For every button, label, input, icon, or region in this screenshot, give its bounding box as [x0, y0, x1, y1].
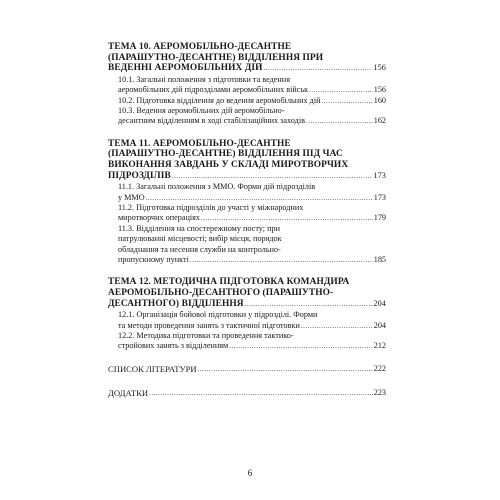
- leader-dots: [201, 213, 373, 223]
- toc-item-line: 10.1. Загальні положення з підготовки та ведення: [118, 74, 290, 84]
- toc-item-line: стройових занять з відділенням: [118, 341, 229, 351]
- leader-dots: [172, 171, 373, 182]
- toc-item-12-1: [108, 310, 386, 331]
- leader-dots: [229, 341, 373, 351]
- leader-dots: [190, 255, 373, 265]
- toc-page-number: 173: [373, 192, 386, 202]
- toc-item-line: миротворчих операціях: [118, 213, 201, 223]
- toc-item-line: 11.1. Загальні положення з ММО. Форми дій підрозділів: [118, 182, 316, 192]
- leader-dots: [301, 321, 373, 331]
- toc-topic-10: [108, 42, 386, 127]
- toc-item-11-2: [108, 203, 386, 224]
- toc-heading-line: ТЕМА 12. МЕТОДИЧНА ПІДГОТОВКА КОМАНДИРА: [108, 277, 350, 288]
- toc-heading-line: (ПАРАШУТНО-ДЕСАНТНЕ) ВІДДІЛЕННЯ ПІД ЧАС: [108, 149, 343, 160]
- toc-page-number: 179: [373, 213, 386, 223]
- toc-page-number: 156: [373, 63, 386, 73]
- toc-item-line: 11.2. Підготовка підрозділів до участі у міжнародних: [118, 203, 304, 212]
- toc-heading-line: АЕРОМОБІЛЬНО-ДЕСАНТНОГО (ПАРАШУТНО-: [108, 288, 334, 299]
- leader-dots: [309, 85, 373, 95]
- toc-topic-11: [108, 139, 386, 266]
- toc-topic-12-title: [108, 277, 386, 309]
- toc-heading-line: (ПАРАШУТНО-ДЕСАНТНЕ) ВІДДІЛЕННЯ ПРИ: [108, 52, 324, 63]
- toc-item-line: десантним відділенням в ході стабілізаційних заходів: [118, 116, 305, 126]
- toc-appendices-label: ДОДАТКИ: [108, 388, 149, 399]
- toc-topic-10-title: [108, 42, 386, 74]
- toc-item-line: у ММО: [118, 192, 145, 202]
- toc-item-line: 12.2. Методика підготовки та проведення тактико-: [118, 331, 294, 341]
- toc-item-line: та методи проведення занять з тактичної підготовки: [118, 320, 300, 330]
- toc-heading-line: ТЕМА 11. АЕРОМОБІЛЬНО-ДЕСАНТНЕ: [108, 138, 291, 149]
- toc-item-12-2: [108, 331, 386, 352]
- toc-item-line: 10.3. Ведення аеромобільних дій аеромобільно-: [118, 106, 285, 115]
- toc-item-line: 11.3. Відділення на спостережному посту; при: [118, 223, 280, 233]
- toc-topic-12: [108, 277, 386, 351]
- toc-page-number: 156: [373, 85, 386, 95]
- toc-item-11-3: [108, 224, 386, 266]
- toc-page-number: 185: [373, 255, 386, 265]
- toc-bibliography: [108, 364, 386, 375]
- toc-heading-line: ПІДРОЗДІЛІВ: [108, 170, 171, 181]
- toc-item-line: аеромобільних дій підрозділами аеромобільних військ: [118, 85, 309, 95]
- leader-dots: [146, 193, 373, 203]
- toc-page-number: 160: [373, 95, 386, 105]
- toc-topic-11-title: [108, 139, 386, 181]
- leader-dots: [264, 63, 373, 74]
- toc-heading-line: ДЕСАНТНОГО) ВІДДІЛЕННЯ: [108, 298, 244, 309]
- toc-item-line: 10.2. Підготовка відділення до ведення аеромобільних дій: [118, 95, 321, 105]
- toc-page-number: 173: [373, 170, 386, 180]
- toc-page-number: 223: [373, 388, 386, 398]
- toc-page-number: 222: [373, 363, 386, 373]
- toc-item-line: обладнання та несення служби на контрольно-: [118, 244, 281, 254]
- toc-heading-line: ВЕДЕННІ АЕРОМОБІЛЬНИХ ДІЙ: [108, 63, 263, 74]
- leader-dots: [306, 116, 373, 126]
- toc-page-number: 204: [373, 320, 386, 330]
- toc-item-line: пропускному пункті: [118, 255, 189, 265]
- page-number: 6: [247, 468, 253, 478]
- toc-page-number: 162: [373, 116, 386, 126]
- leader-dots: [245, 299, 373, 310]
- toc-item-11-1: [108, 182, 386, 203]
- toc-page-number: 212: [373, 341, 386, 351]
- leader-dots: [322, 96, 373, 106]
- leader-dots: [149, 388, 373, 399]
- toc-bibliography-label: СПИСОК ЛІТЕРАТУРИ: [108, 363, 197, 374]
- toc-item-line: 12.1. Організація бойової підготовки у підрозділі. Форми: [118, 310, 318, 320]
- leader-dots: [198, 364, 373, 375]
- toc-item-10-1: [108, 75, 386, 96]
- toc-item-line: патрулюванні місцевості; вибір місця, порядок: [118, 234, 282, 244]
- toc-heading-line: ТЕМА 10. АЕРОМОБІЛЬНО-ДЕСАНТНЕ: [108, 42, 292, 52]
- table-of-contents: [108, 42, 386, 399]
- toc-appendices: [108, 388, 386, 399]
- toc-item-10-3: [108, 106, 386, 127]
- toc-page-number: 204: [373, 298, 386, 308]
- toc-item-10-2: [108, 96, 386, 106]
- toc-heading-line: ВИКОНАННЯ ЗАВДАНЬ У СКЛАДІ МИРОТВОРЧИХ: [108, 160, 349, 170]
